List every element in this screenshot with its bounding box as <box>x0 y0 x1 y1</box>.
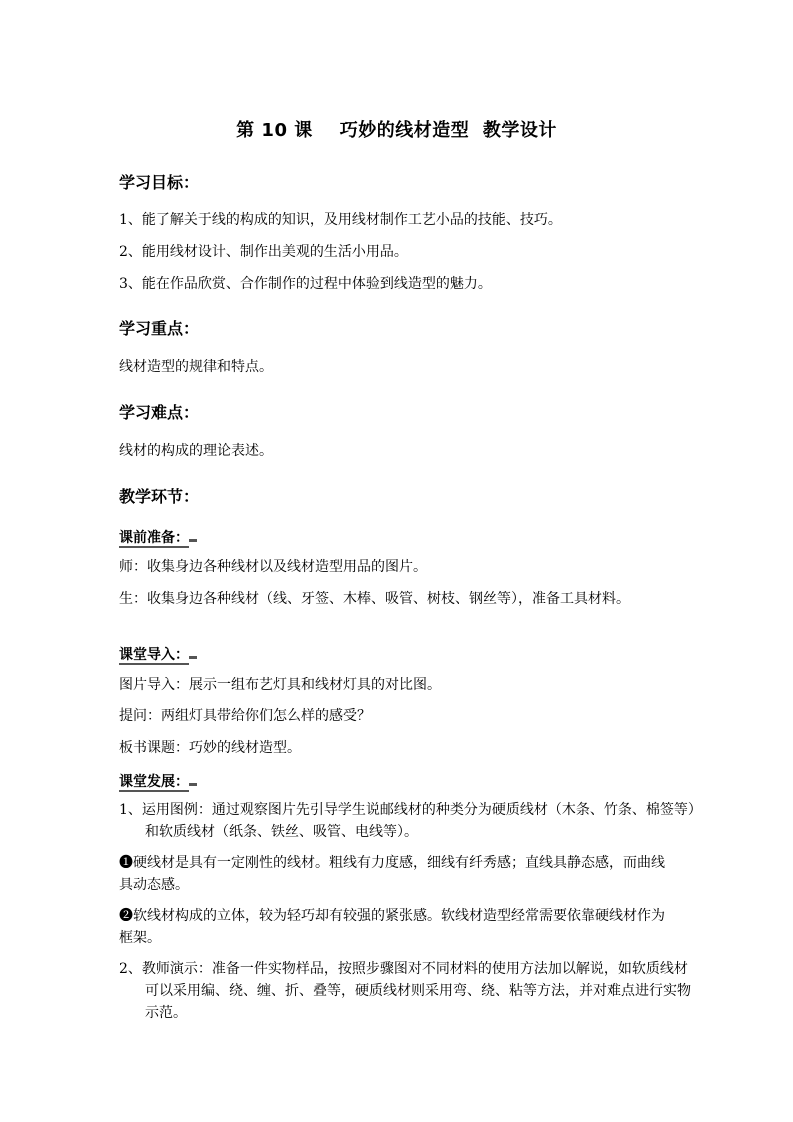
key-points-heading: 学习重点： <box>119 319 200 338</box>
develop-item-2: 2、教师演示：准备一件实物样品，按照步骤图对不同材料的使用方法加以解说，如软质线材可以采用编、绕、缠、折、叠等，硬质线材则采用弯、绕、粘等方法，并对难点进行实物示范。 <box>119 961 691 1021</box>
develop-item-1: 1、运用图例：通过观察图片先引导学生说邮线材的种类分为硬质线材（木条、竹条、棉签等）和软质线材（纸条、铁丝、吸管、电线等）。 <box>119 802 695 840</box>
develop-heading <box>119 769 197 792</box>
difficulties-heading: 学习难点： <box>119 403 200 422</box>
develop-heading-text: 课堂发展： <box>119 774 189 790</box>
intro-line-2: 提问：两组灯具带给你们怎么样的感受？ <box>119 708 371 724</box>
prep-teacher: 师：收集身边各种线材以及线材造型用品的图片。 <box>119 559 427 575</box>
intro-line-1: 图片导入：展示一组布艺灯具和线材灯具的对比图。 <box>119 677 441 693</box>
key-points-text: 线材造型的规律和特点。 <box>119 359 273 375</box>
prep-heading-text: 课前准备： <box>119 530 189 546</box>
difficulties-text: 线材的构成的理论表述。 <box>119 443 273 459</box>
objectives-heading: 学习目标： <box>119 173 200 192</box>
underline-tail <box>189 525 197 542</box>
objective-item-1: 1、能了解关于线的构成的知识，及用线材制作工艺小品的技能、技巧。 <box>119 212 562 228</box>
objective-item-3: 3、能在作品欣赏、合作制作的过程中体验到线造型的魅力。 <box>119 276 492 292</box>
develop-note-2: ❷软线材构成的立体，较为轻巧却有较强的紧张感。软线材造型经常需要依靠硬线材作为框架。 <box>119 908 665 946</box>
develop-note-1: ❶硬线材是具有一定刚性的线材。粗线有力度感，细线有纤秀感；直线具静态感，而曲线具动态感。 <box>119 855 665 893</box>
underline-tail <box>189 769 197 786</box>
prep-heading <box>119 525 197 548</box>
intro-heading <box>119 642 197 665</box>
process-heading: 教学环节： <box>119 487 200 506</box>
document-title: 第 10 课 巧妙的线材造型 教学设计 <box>236 120 557 141</box>
prep-student: 生：收集身边各种线材（线、牙签、木棒、吸管、树枝、钢丝等），准备工具材料。 <box>119 591 630 607</box>
underline-tail <box>189 642 197 659</box>
objective-item-2: 2、能用线材设计、制作出美观的生活小用品。 <box>119 244 408 260</box>
intro-line-3: 板书课题：巧妙的线材造型。 <box>119 740 301 756</box>
intro-heading-text: 课堂导入： <box>119 647 189 663</box>
